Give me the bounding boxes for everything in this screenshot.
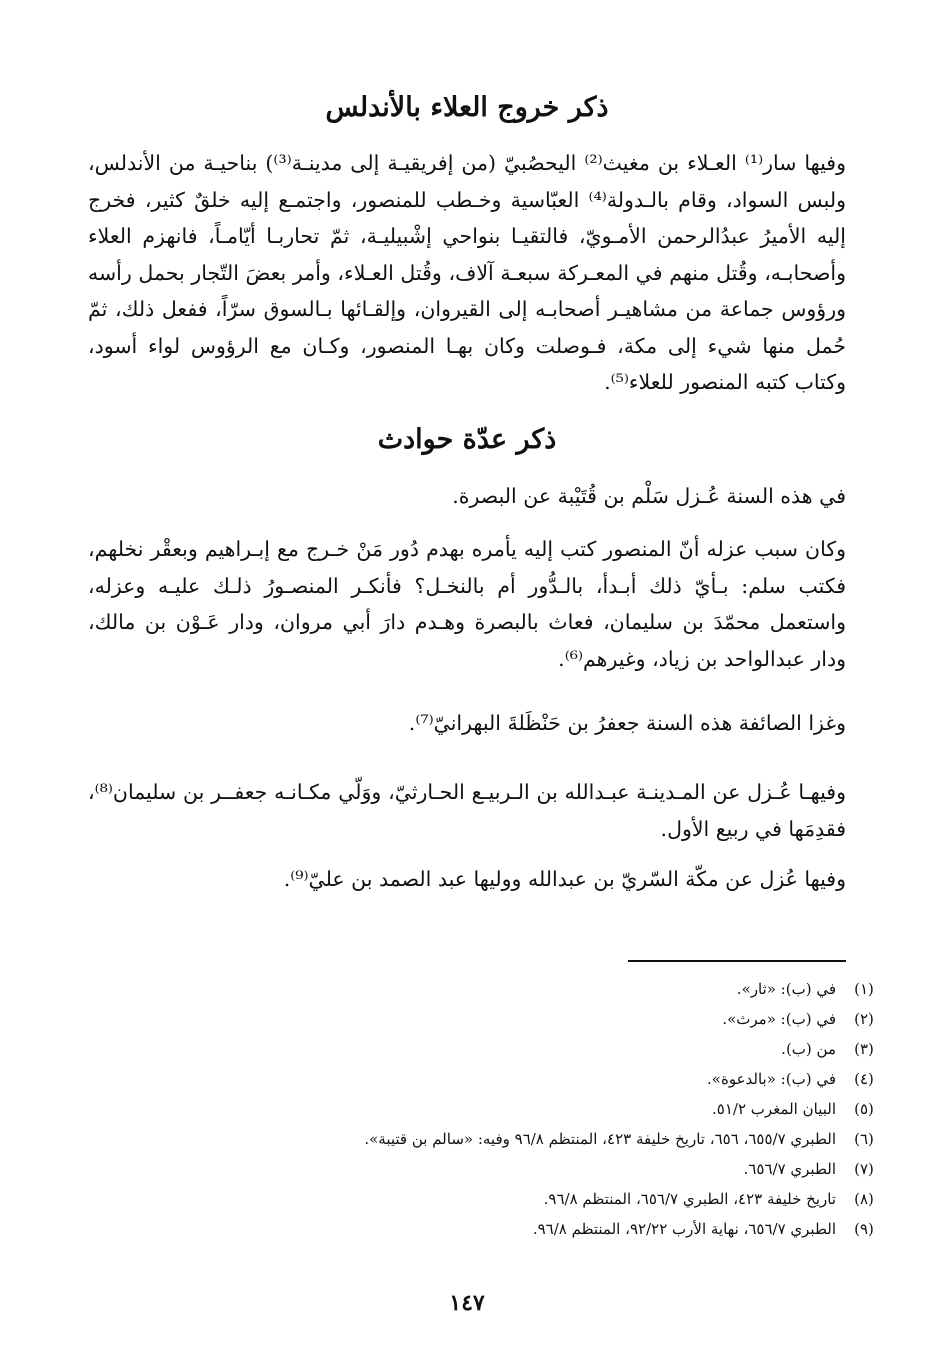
footnote-item bbox=[88, 1184, 892, 1214]
footnote-number: (٨) bbox=[854, 1190, 874, 1208]
footnote-number: (٩) bbox=[854, 1220, 874, 1238]
footnote-item bbox=[88, 1034, 892, 1064]
footnote-number: (١) bbox=[854, 980, 874, 998]
footnotes-list bbox=[88, 974, 892, 1244]
footnote-item bbox=[88, 1064, 892, 1094]
footnote-item bbox=[88, 1154, 892, 1184]
footnote-text: في (ب): «مرث». bbox=[722, 1010, 836, 1028]
footnote-item bbox=[88, 1004, 892, 1034]
paragraph-summer-raid: وغزا الصائفة هذه السنة جعفرُ بن حَنْظَلةَ البهرانيّ⁽⁷⁾. bbox=[408, 711, 846, 735]
footnote-divider bbox=[628, 960, 846, 962]
footnote-number: (٧) bbox=[854, 1160, 874, 1178]
paragraph-dismissal-reason: وكان سبب عزله أنّ المنصور كتب إليه يأمره بهدم دُور مَنْ خـرج مع إبـراهيم وبعقْر نخلهم، فكتب سلم: بـأيّ ذلك أبـدأ، بالـدُّور أم بالنخـل؟ فأنكـر المنصـورُ ذلـك عليـه وعزله، واستعمل محمّدَ بن سليمان، فعاث بالبصرة وهـدم دارَ أبي مروان، ودار عَـوْن بن مالك، ودار عبدالواحد بن زياد، وغيرهم⁽⁶⁾. bbox=[88, 537, 846, 671]
footnote-text: تاريخ خليفة ٤٢٣، الطبري ٦٥٦/٧، المنتظم ٩٦/٨. bbox=[543, 1190, 836, 1208]
paragraph-medina-governor: وفيهـا عُـزل عن المـدينـة عبـدالله بن الـربيـع الحـارثيّ، ووَلّي مكـانـه جعفــر بن سليمان⁽⁸⁾، فقدِمَها في ربيع الأول. bbox=[88, 780, 846, 841]
section-heading-several-events: ذكر عدّة حوادث bbox=[377, 424, 557, 455]
footnote-text: الطبري ٦٥٦/٧. bbox=[743, 1160, 836, 1178]
footnote-number: (٤) bbox=[854, 1070, 874, 1088]
footnote-text: الطبري ٦٥٦/٧، نهاية الأرب ٩٢/٢٢، المنتظم ٩٦/٨. bbox=[532, 1220, 836, 1238]
footnote-item bbox=[88, 974, 892, 1004]
footnote-number: (٢) bbox=[854, 1010, 874, 1028]
footnote-text: من (ب). bbox=[781, 1040, 836, 1058]
footnote-text: في (ب): «بالدعوة». bbox=[707, 1070, 836, 1088]
footnote-text: في (ب): «ثار». bbox=[736, 980, 836, 998]
footnote-text: البيان المغرب ٥١/٢. bbox=[712, 1100, 836, 1118]
paragraph-mecca-governor: وفيها عُزل عن مكّة السّريّ بن عبدالله ووليها عبد الصمد بن عليّ⁽⁹⁾. bbox=[283, 867, 846, 891]
footnote-item bbox=[88, 1214, 892, 1244]
paragraph-salm-dismissal: في هذه السنة عُـزل سَلْم بن قُتَيْبة عن البصرة. bbox=[452, 484, 846, 508]
footnote-number: (٦) bbox=[854, 1130, 874, 1148]
footnote-number: (٣) bbox=[854, 1040, 874, 1058]
footnote-item bbox=[88, 1124, 892, 1154]
footnote-text: الطبري ٦٥٥/٧، ٦٥٦، تاريخ خليفة ٤٢٣، المنتظم ٩٦/٨ وفيه: «سالم بن قتيبة». bbox=[364, 1130, 836, 1148]
section-heading-alaa-revolt: ذكر خروج العلاء بالأندلس bbox=[325, 92, 609, 123]
page-number: ١٤٧ bbox=[449, 1290, 485, 1316]
paragraph-alaa-revolt: وفيها سار⁽¹⁾ العـلاء بن مغيث⁽²⁾ اليحصُبيّ (من إفريقيـة إلى مدينـة⁽³⁾) بناحيـة من الأندلس، ولبس السواد، وقام بالـدولة⁽⁴⁾ العبّاسية وخـطب للمنصور، واجتمـع إليه خلقٌ كثير، فخرج إليه الأميرُ عبدُالرحمن الأمـويّ، فالتقيـا بنواحي إشْبيليـة، ثمّ تحاربـا أيّامـاً، فانهزم العلاء وأصحابـه، وقُتل منهم في المعـركة سبعـة آلاف، وقُتل العـلاء، وأمر بعضَ التّجار بحمل رأسه ورؤوس جماعة من مشاهيـر أصحابـه إلى القيروان، وإلقـائها بـالسوق سرّاً، ففعل ذلك، ثمّ حُمل منها شيء إلى مكة، فـوصلت وكان بهـا المنصور، وكـان مع الرؤوس لواء أسود، وكتاب كتبه المنصور للعلاء⁽⁵⁾. bbox=[88, 151, 847, 394]
footnote-item bbox=[88, 1094, 892, 1124]
footnote-number: (٥) bbox=[854, 1100, 874, 1118]
